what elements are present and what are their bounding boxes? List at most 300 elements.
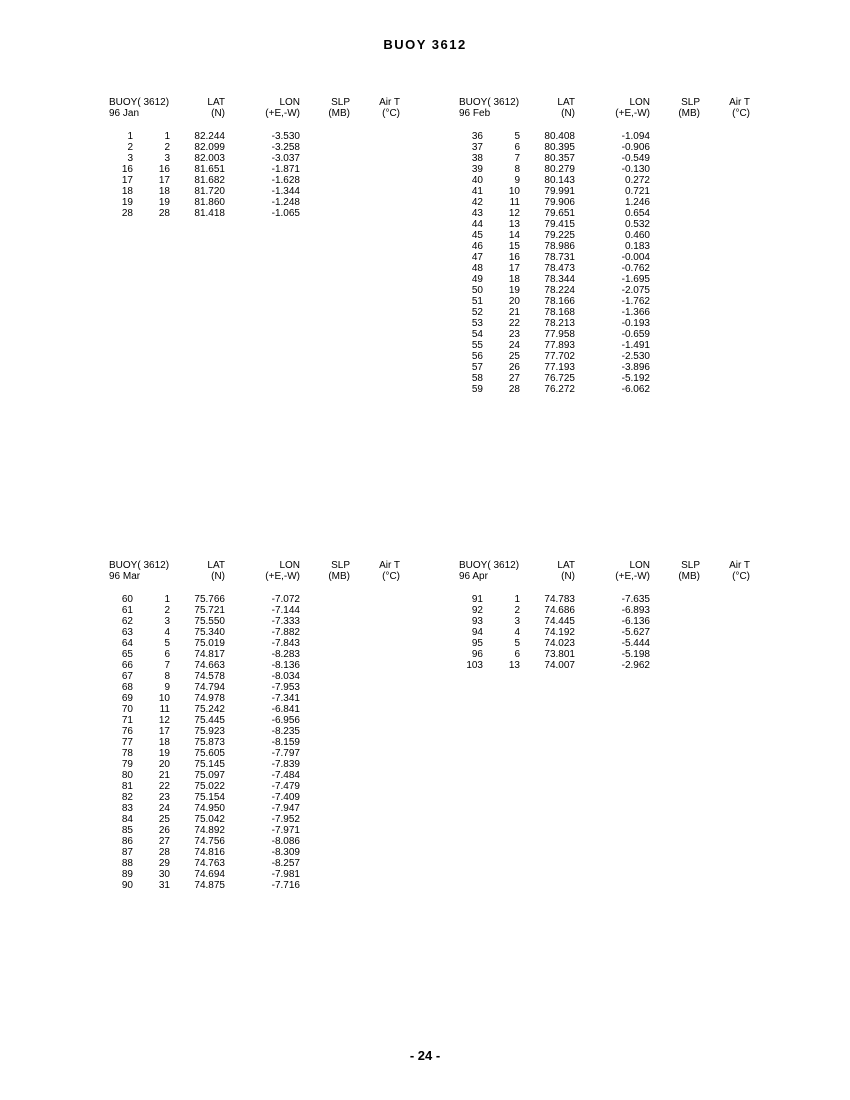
lat-unit: (N) — [211, 571, 225, 582]
unit-header-row — [100, 108, 420, 119]
longitude-value: -1.628 — [271, 175, 300, 186]
longitude-value: -3.530 — [271, 131, 300, 142]
record-number: 43 — [471, 208, 483, 219]
longitude-value: -7.843 — [271, 638, 300, 649]
day-of-month: 24 — [508, 340, 520, 351]
day-of-month: 24 — [158, 803, 170, 814]
latitude-value: 78.166 — [544, 296, 575, 307]
record-number: 68 — [121, 682, 133, 693]
lat-header: LAT — [557, 97, 575, 108]
day-of-month: 20 — [158, 759, 170, 770]
day-of-month: 7 — [514, 153, 520, 164]
day-of-month: 2 — [164, 605, 170, 616]
table-row — [100, 153, 420, 164]
longitude-value: -5.627 — [621, 627, 650, 638]
latitude-value: 79.225 — [544, 230, 575, 241]
table-row — [100, 142, 420, 153]
latitude-value: 74.192 — [544, 627, 575, 638]
day-of-month: 17 — [508, 263, 520, 274]
table-row — [450, 660, 770, 671]
latitude-value: 76.272 — [544, 384, 575, 395]
table-row — [450, 384, 770, 395]
latitude-value: 76.725 — [544, 373, 575, 384]
longitude-value: -7.971 — [271, 825, 300, 836]
latitude-value: 79.415 — [544, 219, 575, 230]
table-row — [450, 142, 770, 153]
day-of-month: 2 — [164, 142, 170, 153]
record-number: 86 — [121, 836, 133, 847]
table-row — [450, 274, 770, 285]
longitude-value: -8.309 — [271, 847, 300, 858]
latitude-value: 75.340 — [194, 627, 225, 638]
record-number: 92 — [471, 605, 483, 616]
day-of-month: 16 — [508, 252, 520, 263]
record-number: 28 — [121, 208, 133, 219]
longitude-value: -7.479 — [271, 781, 300, 792]
table-row — [450, 186, 770, 197]
latitude-value: 80.279 — [544, 164, 575, 175]
record-number: 58 — [471, 373, 483, 384]
lon-header: LON — [629, 560, 650, 571]
longitude-value: -8.086 — [271, 836, 300, 847]
longitude-value: -1.871 — [271, 164, 300, 175]
record-number: 62 — [121, 616, 133, 627]
data-block — [450, 97, 770, 395]
air-temp-header: Air T — [379, 560, 400, 571]
buoy-header: BUOY( 3612) — [459, 97, 520, 108]
record-number: 65 — [121, 649, 133, 660]
day-of-month: 18 — [158, 737, 170, 748]
table-row — [450, 197, 770, 208]
table-row — [100, 880, 420, 891]
record-number: 84 — [121, 814, 133, 825]
table-row — [450, 329, 770, 340]
table-row — [450, 131, 770, 142]
day-of-month: 19 — [158, 748, 170, 759]
lon-unit: (+E,-W) — [265, 108, 300, 119]
record-number: 63 — [121, 627, 133, 638]
day-of-month: 18 — [508, 274, 520, 285]
latitude-value: 82.099 — [194, 142, 225, 153]
longitude-value: -6.841 — [271, 704, 300, 715]
buoy-header: BUOY( 3612) — [109, 97, 170, 108]
record-number: 18 — [121, 186, 133, 197]
table-row — [450, 208, 770, 219]
longitude-value: -5.198 — [621, 649, 650, 660]
day-of-month: 28 — [158, 208, 170, 219]
latitude-value: 80.408 — [544, 131, 575, 142]
day-of-month: 14 — [508, 230, 520, 241]
column-header-row — [100, 97, 420, 108]
day-of-month: 3 — [164, 616, 170, 627]
table-row — [100, 869, 420, 880]
day-of-month: 6 — [164, 649, 170, 660]
day-of-month: 10 — [508, 186, 520, 197]
lon-unit: (+E,-W) — [615, 571, 650, 582]
longitude-value: -2.962 — [621, 660, 650, 671]
lat-header: LAT — [557, 560, 575, 571]
air-temp-header: Air T — [729, 97, 750, 108]
latitude-value: 75.042 — [194, 814, 225, 825]
latitude-value: 74.875 — [194, 880, 225, 891]
day-of-month: 13 — [508, 660, 520, 671]
longitude-value: -0.549 — [621, 153, 650, 164]
day-of-month: 10 — [158, 693, 170, 704]
day-of-month: 6 — [514, 142, 520, 153]
record-number: 51 — [471, 296, 483, 307]
latitude-value: 81.682 — [194, 175, 225, 186]
table-row — [450, 175, 770, 186]
day-of-month: 20 — [508, 296, 520, 307]
record-number: 93 — [471, 616, 483, 627]
latitude-value: 75.154 — [194, 792, 225, 803]
day-of-month: 17 — [158, 175, 170, 186]
latitude-value: 81.418 — [194, 208, 225, 219]
latitude-value: 75.605 — [194, 748, 225, 759]
latitude-value: 78.731 — [544, 252, 575, 263]
longitude-value: -7.981 — [271, 869, 300, 880]
record-number: 91 — [471, 594, 483, 605]
latitude-value: 74.445 — [544, 616, 575, 627]
lat-unit: (N) — [211, 108, 225, 119]
latitude-value: 80.395 — [544, 142, 575, 153]
longitude-value: -1.366 — [621, 307, 650, 318]
day-of-month: 15 — [508, 241, 520, 252]
day-of-month: 3 — [514, 616, 520, 627]
longitude-value: 0.532 — [624, 219, 650, 230]
longitude-value: -8.257 — [271, 858, 300, 869]
table-row — [450, 153, 770, 164]
longitude-value: -8.034 — [271, 671, 300, 682]
record-number: 78 — [121, 748, 133, 759]
lat-unit: (N) — [561, 571, 575, 582]
latitude-value: 75.022 — [194, 781, 225, 792]
day-of-month: 16 — [158, 164, 170, 175]
table-row — [450, 252, 770, 263]
page-number: - 24 - — [409, 1048, 441, 1063]
day-of-month: 27 — [158, 836, 170, 847]
record-number: 17 — [121, 175, 133, 186]
latitude-value: 78.213 — [544, 318, 575, 329]
latitude-value: 75.097 — [194, 770, 225, 781]
day-of-month: 8 — [514, 164, 520, 175]
buoy-header: BUOY( 3612) — [459, 560, 520, 571]
record-number: 19 — [121, 197, 133, 208]
longitude-value: -3.037 — [271, 153, 300, 164]
air-temp-unit: (°C) — [732, 108, 750, 119]
record-number: 48 — [471, 263, 483, 274]
latitude-value: 74.578 — [194, 671, 225, 682]
latitude-value: 75.445 — [194, 715, 225, 726]
longitude-value: -1.491 — [621, 340, 650, 351]
table-row — [100, 825, 420, 836]
table-row — [450, 351, 770, 362]
column-header-row — [100, 560, 420, 571]
latitude-value: 77.193 — [544, 362, 575, 373]
record-number: 80 — [121, 770, 133, 781]
column-header-row — [450, 97, 770, 108]
latitude-value: 79.906 — [544, 197, 575, 208]
table-row — [450, 616, 770, 627]
day-of-month: 23 — [158, 792, 170, 803]
longitude-value: -7.953 — [271, 682, 300, 693]
latitude-value: 75.766 — [194, 594, 225, 605]
table-row — [450, 230, 770, 241]
latitude-value: 81.720 — [194, 186, 225, 197]
longitude-value: -6.062 — [621, 384, 650, 395]
longitude-value: 0.183 — [624, 241, 650, 252]
day-of-month: 23 — [508, 329, 520, 340]
air-temp-unit: (°C) — [382, 571, 400, 582]
longitude-value: -0.762 — [621, 263, 650, 274]
table-row — [450, 627, 770, 638]
day-of-month: 5 — [514, 131, 520, 142]
record-number: 96 — [471, 649, 483, 660]
longitude-value: -0.130 — [621, 164, 650, 175]
record-number: 3 — [127, 153, 133, 164]
day-of-month: 30 — [158, 869, 170, 880]
day-of-month: 13 — [508, 219, 520, 230]
latitude-value: 75.923 — [194, 726, 225, 737]
longitude-value: -7.952 — [271, 814, 300, 825]
record-number: 60 — [121, 594, 133, 605]
day-of-month: 6 — [514, 649, 520, 660]
day-of-month: 1 — [164, 131, 170, 142]
table-row — [100, 858, 420, 869]
table-row — [100, 814, 420, 825]
table-row — [450, 638, 770, 649]
day-of-month: 5 — [514, 638, 520, 649]
table-row — [450, 296, 770, 307]
latitude-value: 78.168 — [544, 307, 575, 318]
day-of-month: 19 — [508, 285, 520, 296]
longitude-value: -7.839 — [271, 759, 300, 770]
table-row — [100, 605, 420, 616]
record-number: 36 — [471, 131, 483, 142]
record-number: 85 — [121, 825, 133, 836]
latitude-value: 79.651 — [544, 208, 575, 219]
record-number: 69 — [121, 693, 133, 704]
table-row — [100, 616, 420, 627]
table-row — [100, 208, 420, 219]
table-row — [450, 241, 770, 252]
record-number: 56 — [471, 351, 483, 362]
slp-header: SLP — [331, 97, 350, 108]
lon-header: LON — [279, 97, 300, 108]
longitude-value: -1.762 — [621, 296, 650, 307]
day-of-month: 11 — [509, 197, 520, 208]
day-of-month: 1 — [164, 594, 170, 605]
record-number: 44 — [471, 219, 483, 230]
latitude-value: 74.007 — [544, 660, 575, 671]
table-row — [100, 759, 420, 770]
record-number: 67 — [121, 671, 133, 682]
table-row — [450, 285, 770, 296]
longitude-value: -3.896 — [621, 362, 650, 373]
day-of-month: 26 — [508, 362, 520, 373]
longitude-value: -7.341 — [271, 693, 300, 704]
slp-header: SLP — [681, 560, 700, 571]
table-row — [100, 175, 420, 186]
table-row — [100, 186, 420, 197]
period-label: 96 Apr — [459, 571, 488, 582]
table-row — [100, 836, 420, 847]
table-row — [100, 164, 420, 175]
day-of-month: 8 — [164, 671, 170, 682]
unit-header-row — [450, 108, 770, 119]
record-number: 40 — [471, 175, 483, 186]
day-of-month: 9 — [514, 175, 520, 186]
longitude-value: -1.695 — [621, 274, 650, 285]
longitude-value: -8.235 — [271, 726, 300, 737]
longitude-value: -2.075 — [621, 285, 650, 296]
latitude-value: 81.651 — [194, 164, 225, 175]
lon-unit: (+E,-W) — [265, 571, 300, 582]
day-of-month: 2 — [514, 605, 520, 616]
record-number: 37 — [471, 142, 483, 153]
longitude-value: -8.159 — [271, 737, 300, 748]
table-row — [450, 307, 770, 318]
record-number: 50 — [471, 285, 483, 296]
longitude-value: -3.258 — [271, 142, 300, 153]
latitude-value: 74.817 — [194, 649, 225, 660]
longitude-value: -7.797 — [271, 748, 300, 759]
latitude-value: 74.816 — [194, 847, 225, 858]
record-number: 49 — [471, 274, 483, 285]
latitude-value: 81.860 — [194, 197, 225, 208]
day-of-month: 17 — [158, 726, 170, 737]
record-number: 45 — [471, 230, 483, 241]
unit-header-row — [100, 571, 420, 582]
table-row — [100, 748, 420, 759]
data-rows — [100, 594, 420, 891]
lon-header: LON — [629, 97, 650, 108]
latitude-value: 75.550 — [194, 616, 225, 627]
day-of-month: 21 — [508, 307, 520, 318]
latitude-value: 80.143 — [544, 175, 575, 186]
day-of-month: 4 — [164, 627, 170, 638]
table-row — [450, 605, 770, 616]
table-row — [100, 627, 420, 638]
record-number: 71 — [121, 715, 133, 726]
latitude-value: 75.145 — [194, 759, 225, 770]
record-number: 88 — [121, 858, 133, 869]
longitude-value: -7.716 — [271, 880, 300, 891]
longitude-value: 0.654 — [624, 208, 650, 219]
longitude-value: -7.635 — [621, 594, 650, 605]
day-of-month: 31 — [158, 880, 170, 891]
day-of-month: 18 — [158, 186, 170, 197]
record-number: 81 — [121, 781, 133, 792]
table-row — [100, 638, 420, 649]
buoy-header: BUOY( 3612) — [109, 560, 170, 571]
slp-header: SLP — [331, 560, 350, 571]
longitude-value: -7.409 — [271, 792, 300, 803]
slp-unit: (MB) — [678, 108, 700, 119]
record-number: 79 — [121, 759, 133, 770]
record-number: 52 — [471, 307, 483, 318]
air-temp-header: Air T — [729, 560, 750, 571]
data-rows — [450, 131, 770, 395]
longitude-value: -1.094 — [621, 131, 650, 142]
slp-unit: (MB) — [678, 571, 700, 582]
latitude-value: 78.344 — [544, 274, 575, 285]
record-number: 57 — [471, 362, 483, 373]
period-label: 96 Mar — [109, 571, 141, 582]
table-row — [100, 704, 420, 715]
latitude-value: 74.663 — [194, 660, 225, 671]
record-number: 59 — [471, 384, 483, 395]
day-of-month: 19 — [158, 197, 170, 208]
table-row — [450, 594, 770, 605]
table-row — [100, 671, 420, 682]
table-row — [100, 649, 420, 660]
longitude-value: -1.344 — [271, 186, 300, 197]
lon-header: LON — [279, 560, 300, 571]
record-number: 70 — [121, 704, 133, 715]
day-of-month: 26 — [158, 825, 170, 836]
longitude-value: -6.956 — [271, 715, 300, 726]
longitude-value: -2.530 — [621, 351, 650, 362]
day-of-month: 11 — [159, 704, 170, 715]
longitude-value: -7.484 — [271, 770, 300, 781]
longitude-value: -0.906 — [621, 142, 650, 153]
longitude-value: -0.193 — [621, 318, 650, 329]
longitude-value: -1.065 — [271, 208, 300, 219]
latitude-value: 74.892 — [194, 825, 225, 836]
record-number: 39 — [471, 164, 483, 175]
latitude-value: 79.991 — [544, 186, 575, 197]
table-row — [450, 362, 770, 373]
record-number: 82 — [121, 792, 133, 803]
record-number: 16 — [121, 164, 133, 175]
longitude-value: -8.283 — [271, 649, 300, 660]
record-number: 76 — [121, 726, 133, 737]
unit-header-row — [450, 571, 770, 582]
table-row — [100, 770, 420, 781]
day-of-month: 1 — [514, 594, 520, 605]
day-of-month: 21 — [158, 770, 170, 781]
longitude-value: -0.004 — [621, 252, 650, 263]
day-of-month: 12 — [508, 208, 520, 219]
lat-header: LAT — [207, 97, 225, 108]
column-header-row — [450, 560, 770, 571]
record-number: 53 — [471, 318, 483, 329]
record-number: 90 — [121, 880, 133, 891]
air-temp-unit: (°C) — [732, 571, 750, 582]
lat-header: LAT — [207, 560, 225, 571]
longitude-value: -7.144 — [271, 605, 300, 616]
day-of-month: 27 — [508, 373, 520, 384]
day-of-month: 22 — [158, 781, 170, 792]
table-row — [100, 594, 420, 605]
record-number: 61 — [121, 605, 133, 616]
latitude-value: 82.003 — [194, 153, 225, 164]
latitude-value: 78.986 — [544, 241, 575, 252]
latitude-value: 74.756 — [194, 836, 225, 847]
latitude-value: 77.702 — [544, 351, 575, 362]
slp-unit: (MB) — [328, 571, 350, 582]
latitude-value: 75.242 — [194, 704, 225, 715]
record-number: 41 — [471, 186, 483, 197]
longitude-value: -8.136 — [271, 660, 300, 671]
latitude-value: 78.224 — [544, 285, 575, 296]
table-row — [450, 340, 770, 351]
table-row — [100, 737, 420, 748]
longitude-value: -7.072 — [271, 594, 300, 605]
day-of-month: 5 — [164, 638, 170, 649]
record-number: 46 — [471, 241, 483, 252]
